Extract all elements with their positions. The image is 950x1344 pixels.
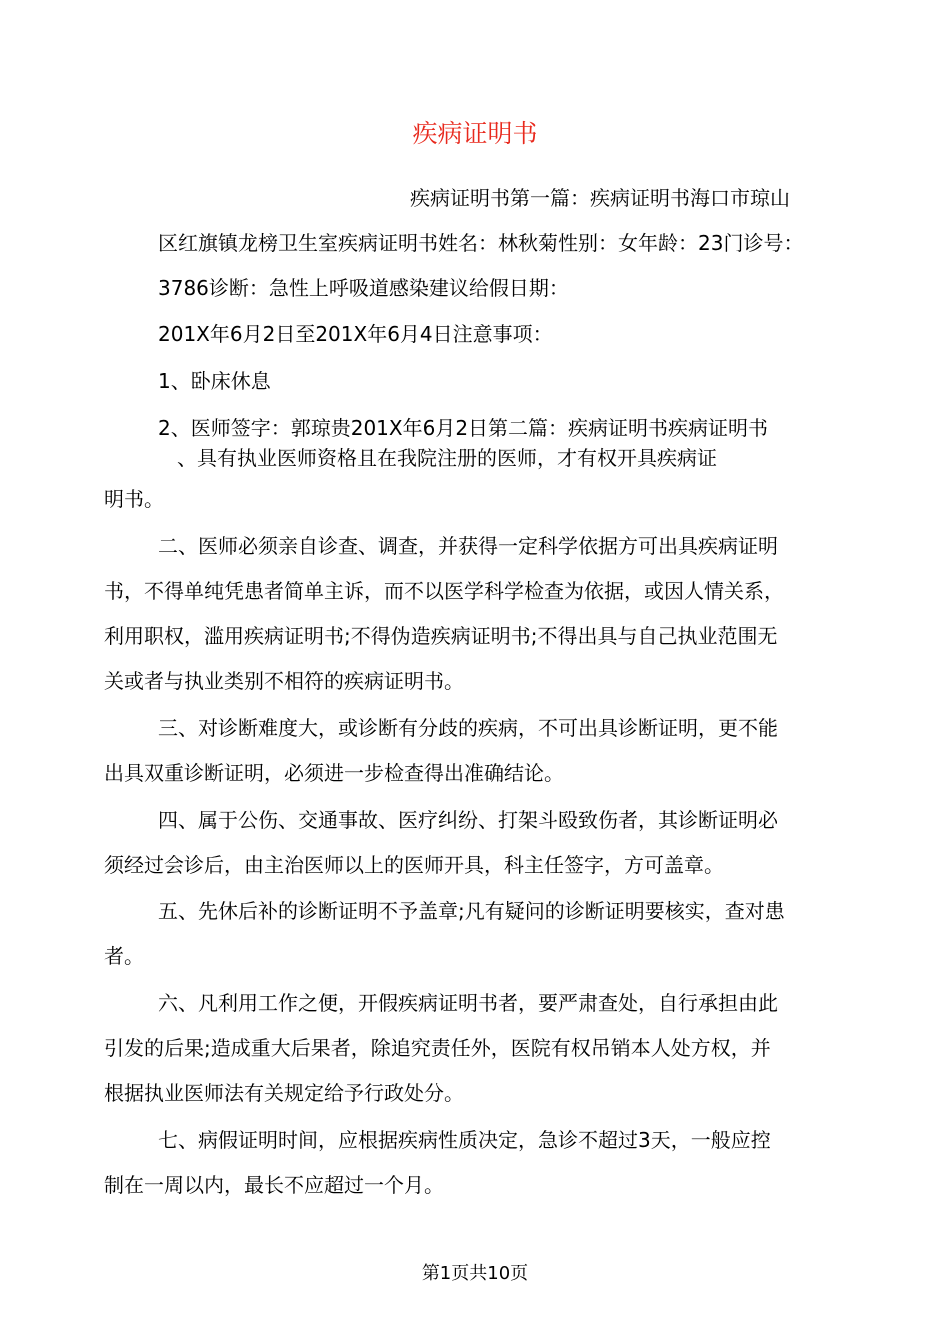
text-line: 五、先休后补的诊断证明不予盖章;凡有疑问的诊断证明要核实，查对患 (158, 899, 785, 923)
text-line: 书，不得单纯凭患者简单主诉，而不以医学科学检查为依据，或因人情关系， (104, 579, 784, 603)
text-line: 、具有执业医师资格且在我院注册的医师，才有权开具疾病证 (177, 446, 717, 470)
page-number: 第1页共10页 (421, 1263, 529, 1284)
text-line: 制在一周以内，最长不应超过一个月。 (104, 1173, 444, 1197)
text-line: 2、医师签字：郭琼贵201X年6月2日第二篇：疾病证明书疾病证明书 (158, 416, 769, 440)
text-line: 须经过会诊后，由主治医师以上的医师开具，科主任签字，方可盖章。 (104, 853, 724, 877)
text-line: 引发的后果;造成重大后果者，除追究责任外，医院有权吊销本人处方权，并 (104, 1036, 771, 1060)
text-line: 七、病假证明时间，应根据疾病性质决定，急诊不超过3天，一般应控 (158, 1128, 771, 1152)
document-title: 疾病证明书 (412, 119, 538, 148)
text-line: 201X年6月2日至201X年6月4日注意事项： (158, 322, 553, 346)
text-line: 疾病证明书第一篇：疾病证明书海口市琼山 (410, 186, 790, 210)
text-line: 出具双重诊断证明，必须进一步检查得出准确结论。 (104, 761, 564, 785)
text-line: 者。 (104, 944, 144, 968)
text-line: 关或者与执业类别不相符的疾病证明书。 (104, 669, 464, 693)
text-line: 根据执业医师法有关规定给予行政处分。 (104, 1081, 464, 1105)
text-line: 四、属于公伤、交通事故、医疗纠纷、打架斗殴致伤者，其诊断证明必 (158, 808, 778, 832)
text-line: 明书。 (104, 487, 164, 511)
text-line: 区红旗镇龙榜卫生室疾病证明书姓名：林秋菊性别：女年龄：23门诊号： (158, 231, 804, 255)
text-line: 六、凡利用工作之便，开假疾病证明书者，要严肃查处，自行承担由此 (158, 991, 778, 1015)
text-line: 1、卧床休息 (158, 369, 271, 393)
text-line: 3786诊断：急性上呼吸道感染建议给假日期： (158, 276, 569, 300)
text-line: 二、医师必须亲自诊查、调查，并获得一定科学依据方可出具疾病证明 (158, 534, 778, 558)
text-line: 三、对诊断难度大，或诊断有分歧的疾病，不可出具诊断证明，更不能 (158, 716, 778, 740)
text-line: 利用职权，滥用疾病证明书;不得伪造疾病证明书;不得出具与自己执业范围无 (104, 624, 778, 648)
